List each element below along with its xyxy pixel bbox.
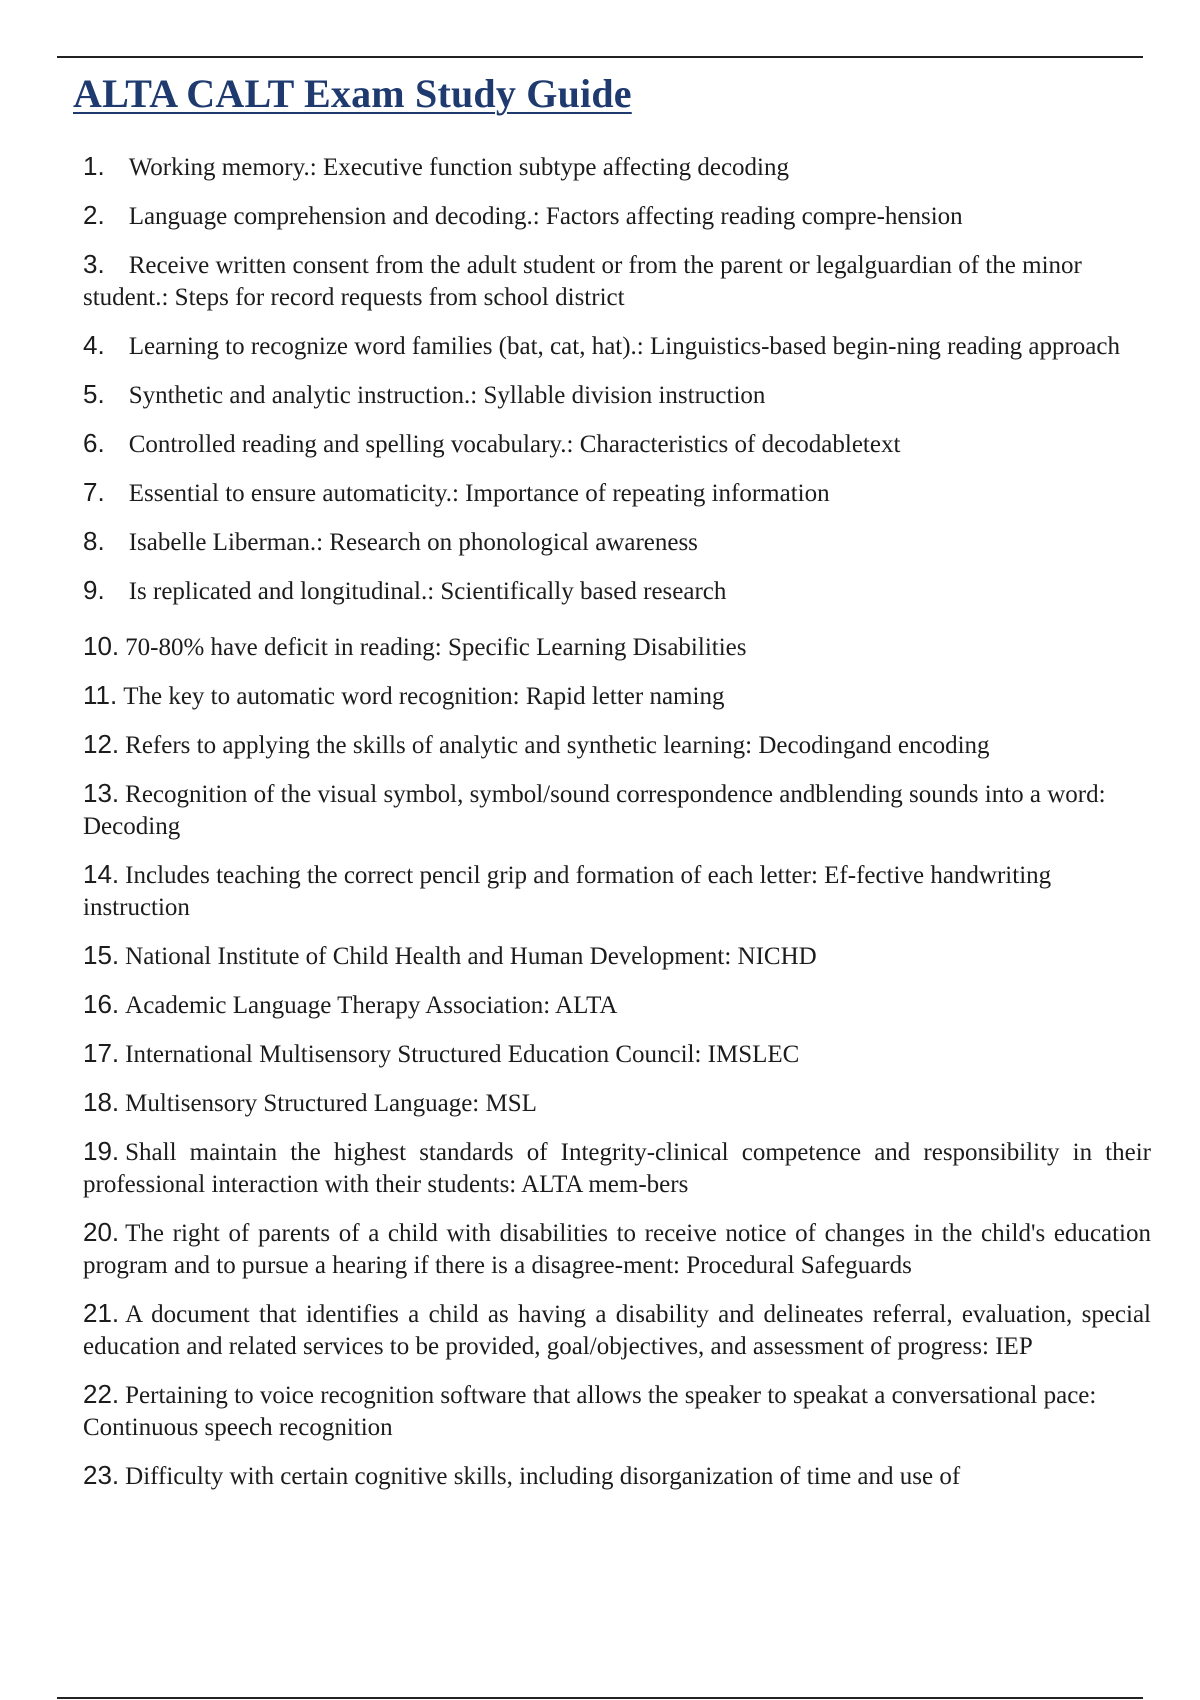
item-number: 11. xyxy=(83,680,118,710)
item-text: Includes teaching the correct pencil grip and formation of each letter: Ef-fective handwriting instruction xyxy=(83,862,1052,921)
item-number: 23. xyxy=(83,1460,120,1490)
list-item xyxy=(83,1037,1151,1071)
item-number: 1. xyxy=(83,151,105,181)
item-text: International Multisensory Structured Education Council: IMSLEC xyxy=(125,1041,800,1068)
list-item xyxy=(83,728,1151,762)
list-item xyxy=(83,1459,1151,1493)
study-guide-list xyxy=(83,150,1151,1508)
item-number: 3. xyxy=(83,249,105,279)
list-item xyxy=(83,248,1151,314)
item-number: 10. xyxy=(83,631,120,661)
list-item xyxy=(83,574,1151,608)
item-text: Learning to recognize word families (bat, cat, hat).: Linguistics-based begin-ning reading approach xyxy=(128,333,1120,360)
item-text: Difficulty with certain cognitive skills, including disorganization of time and use of xyxy=(125,1463,961,1490)
item-number: 6. xyxy=(83,428,105,458)
item-number: 20. xyxy=(83,1217,120,1247)
item-number: 17. xyxy=(83,1038,120,1068)
item-text: Isabelle Liberman.: Research on phonological awareness xyxy=(128,529,698,556)
item-text: Pertaining to voice recognition software that allows the speaker to speakat a conversational pace: Continuous speech recognition xyxy=(83,1382,1097,1441)
page-title: ALTA CALT Exam Study Guide xyxy=(73,71,632,116)
list-item xyxy=(83,630,1151,664)
item-text: Working memory.: Executive function subtype affecting decoding xyxy=(128,154,789,181)
list-item xyxy=(83,1135,1151,1201)
item-text: Is replicated and longitudinal.: Scientifically based research xyxy=(128,578,727,605)
list-item xyxy=(83,858,1151,924)
top-rule xyxy=(57,56,1143,58)
list-item xyxy=(83,329,1151,363)
list-item xyxy=(83,1086,1151,1120)
item-number: 14. xyxy=(83,859,120,889)
list-item xyxy=(83,378,1151,412)
item-text: Academic Language Therapy Association: ALTA xyxy=(125,992,618,1019)
list-item xyxy=(83,525,1151,559)
item-text: A document that identifies a child as having a disability and delineates referral, evaluation, special education and related services to be provided, goal/objectives, and assessment of progress: IEP xyxy=(83,1301,1151,1360)
list-item xyxy=(83,476,1151,510)
list-item xyxy=(83,199,1151,233)
list-item xyxy=(83,777,1151,843)
item-number: 15. xyxy=(83,940,120,970)
item-number: 7. xyxy=(83,477,105,507)
item-number: 13. xyxy=(83,778,120,808)
item-text: Essential to ensure automaticity.: Importance of repeating information xyxy=(128,480,830,507)
item-text: The key to automatic word recognition: Rapid letter naming xyxy=(123,683,725,710)
item-number: 2. xyxy=(83,200,105,230)
item-text: Multisensory Structured Language: MSL xyxy=(125,1090,537,1117)
item-text: National Institute of Child Health and Human Development: NICHD xyxy=(125,943,817,970)
item-text: Language comprehension and decoding.: Factors affecting reading compre-hension xyxy=(128,203,963,230)
list-item xyxy=(83,939,1151,973)
bottom-rule xyxy=(57,1697,1143,1699)
item-number: 8. xyxy=(83,526,105,556)
item-number: 19. xyxy=(83,1136,120,1166)
item-text: 70-80% have deficit in reading: Specific Learning Disabilities xyxy=(125,634,747,661)
item-number: 22. xyxy=(83,1379,120,1409)
list-item xyxy=(83,1378,1151,1444)
item-text: The right of parents of a child with disabilities to receive notice of changes in the child's education program and to pursue a hearing if there is a disagree-ment: Procedural Safeguards xyxy=(83,1220,1151,1279)
item-text: Receive written consent from the adult student or from the parent or legalguardian of the minor student.: Steps for record requests from school district xyxy=(83,252,1082,311)
item-number: 9. xyxy=(83,575,105,605)
item-text: Recognition of the visual symbol, symbol/sound correspondence andblending sounds into a word: Decoding xyxy=(83,781,1106,840)
item-number: 5. xyxy=(83,379,105,409)
item-number: 16. xyxy=(83,989,120,1019)
list-item xyxy=(83,1216,1151,1282)
item-text: Synthetic and analytic instruction.: Syllable division instruction xyxy=(128,382,766,409)
list-item xyxy=(83,988,1151,1022)
item-number: 18. xyxy=(83,1087,120,1117)
item-text: Controlled reading and spelling vocabulary.: Characteristics of decodabletext xyxy=(128,431,901,458)
list-item xyxy=(83,150,1151,184)
item-text: Shall maintain the highest standards of Integrity-clinical competence and responsibility in their professional interaction with their students: ALTA mem-bers xyxy=(83,1139,1151,1198)
item-number: 4. xyxy=(83,330,105,360)
item-text: Refers to applying the skills of analytic and synthetic learning: Decodingand encoding xyxy=(125,732,990,759)
item-number: 12. xyxy=(83,729,120,759)
list-item xyxy=(83,679,1151,713)
list-item xyxy=(83,427,1151,461)
list-item xyxy=(83,1297,1151,1363)
item-number: 21. xyxy=(83,1298,120,1328)
